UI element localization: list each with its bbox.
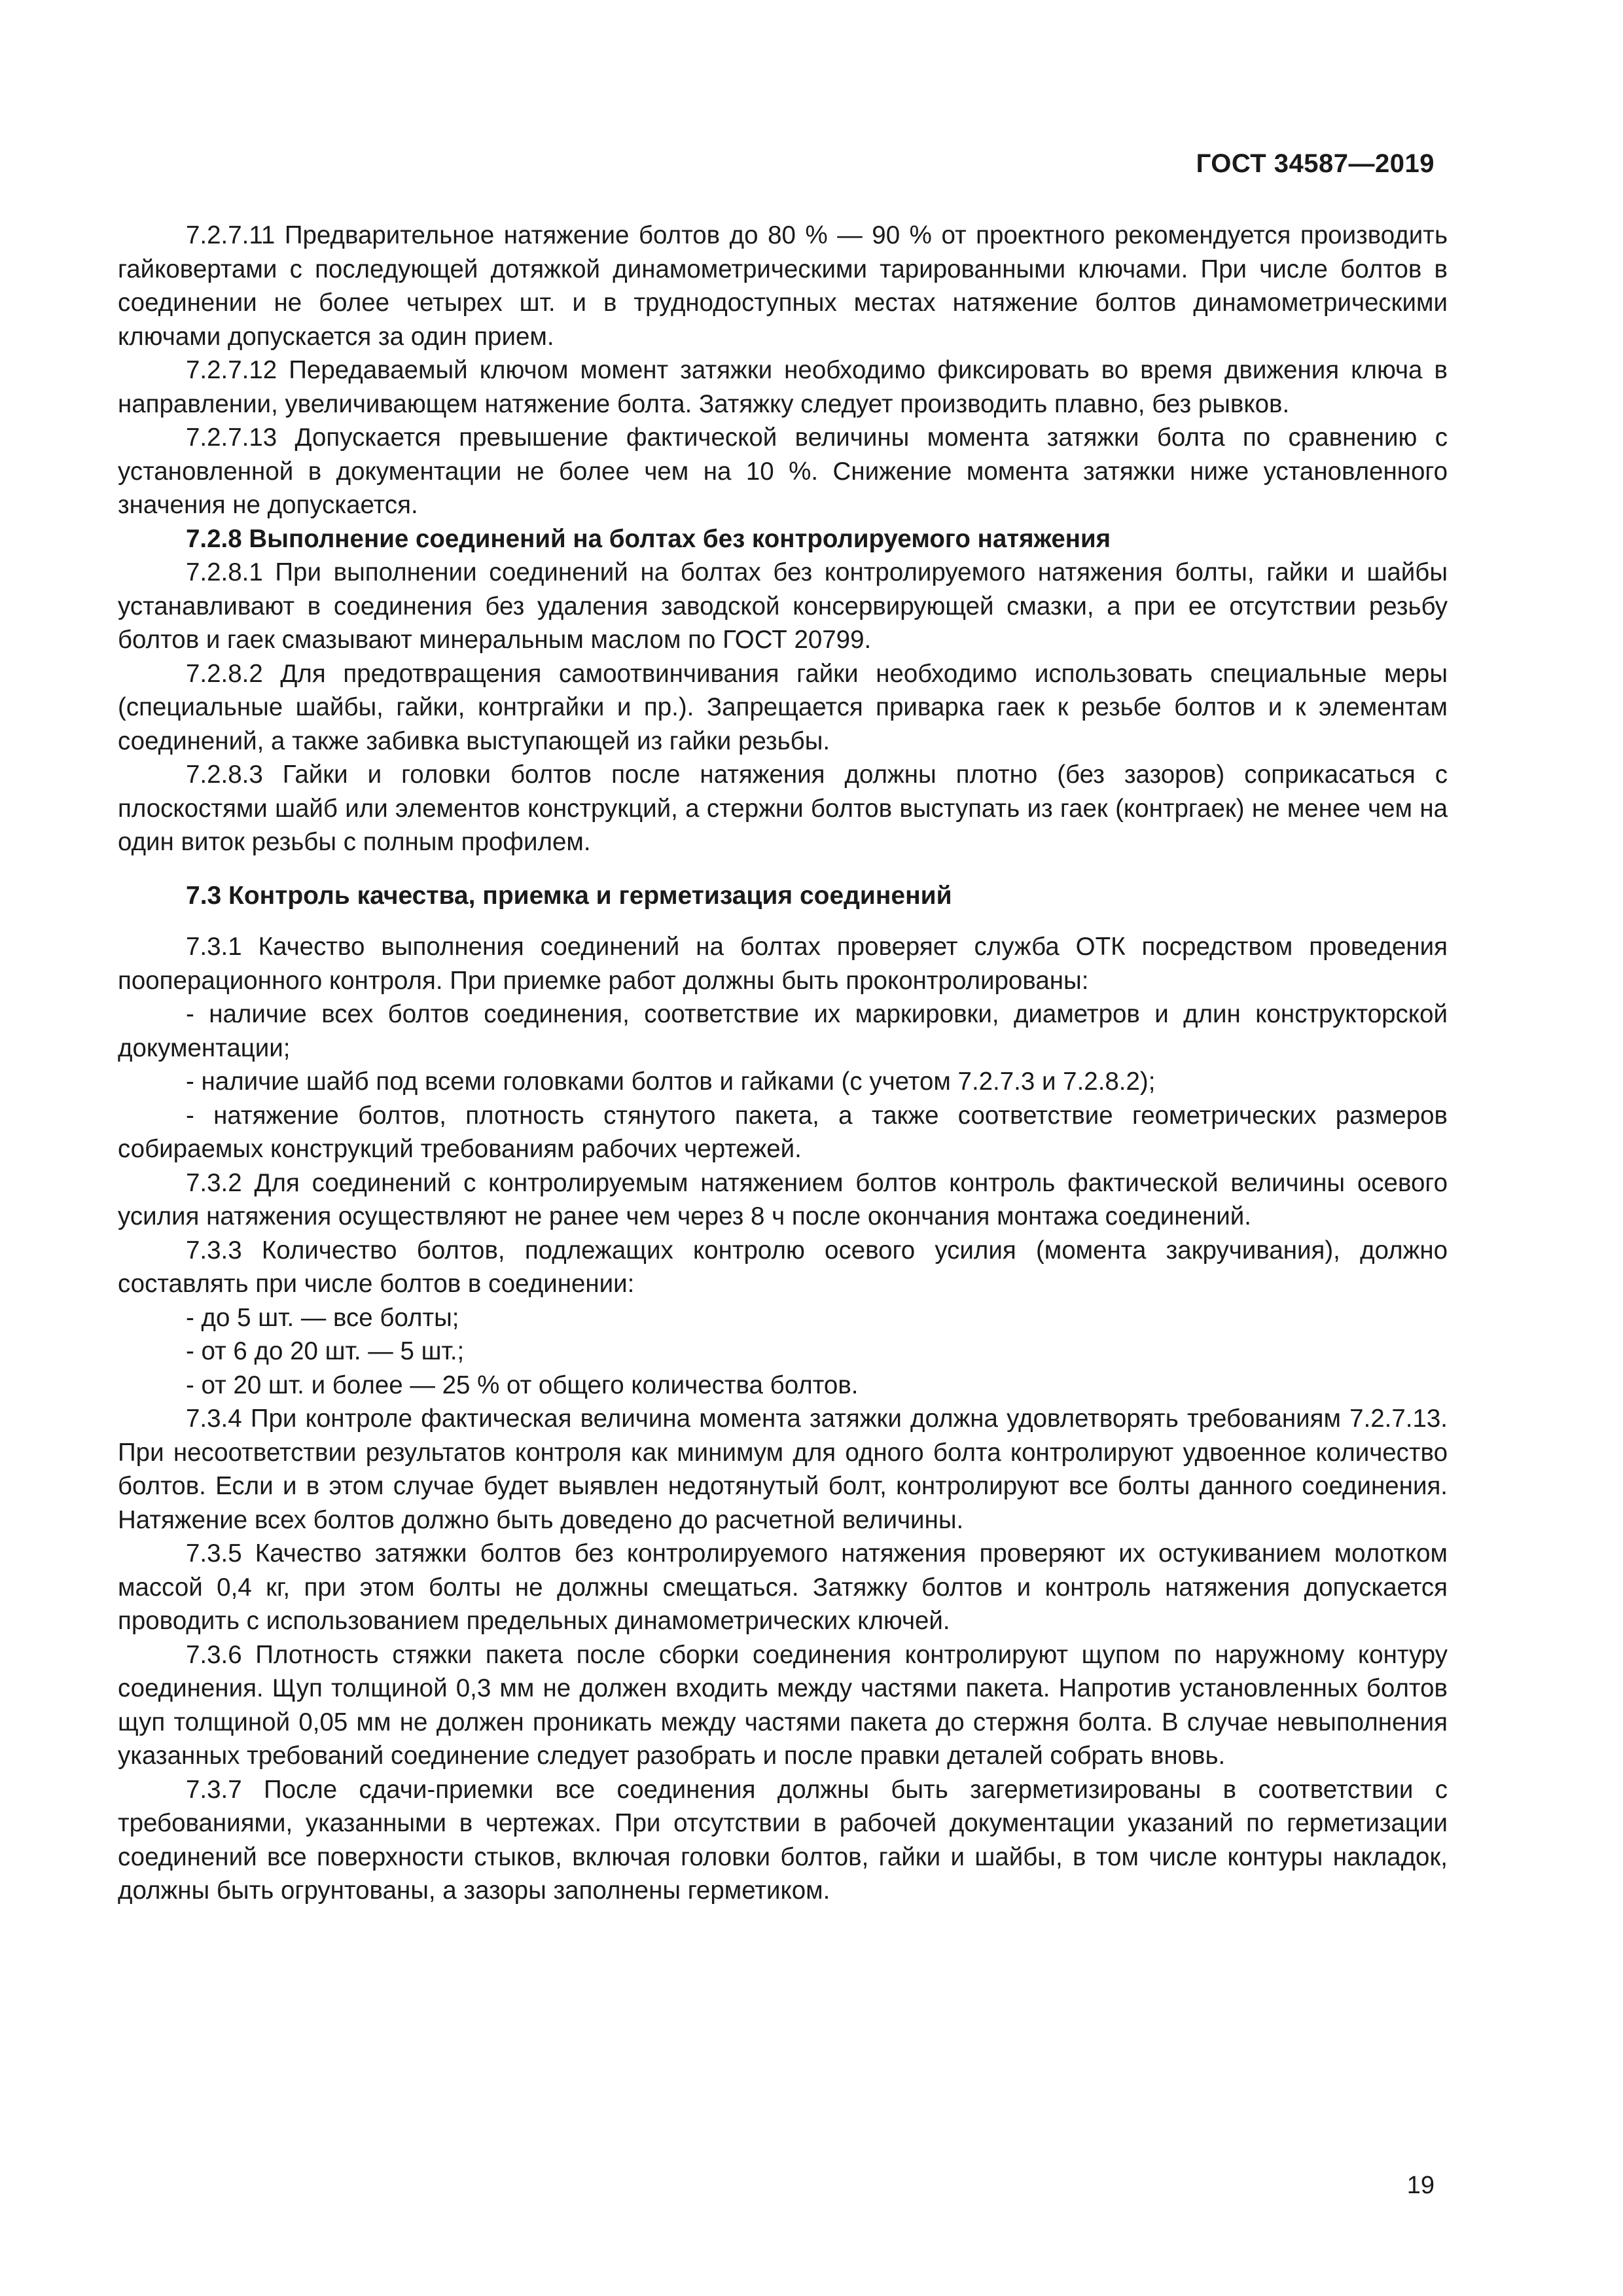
- list-item: - от 20 шт. и более — 25 % от общего количества болтов.: [186, 1371, 859, 1399]
- list-item: - наличие шайб под всеми головками болтов и гайками (с учетом 7.2.7.3 и 7.2.8.2);: [186, 1067, 1156, 1096]
- list-item: - наличие всех болтов соединения, соответствие их маркировки, диаметров и длин конструкторской документации;: [118, 1000, 1448, 1062]
- paragraph-7-3-4: 7.3.4 При контроле фактическая величина момента затяжки должна удовлетворять требованиям 7.2.7.13. При несоответствии результатов контроля как минимум для одного болта контролируют удвоенное количество болтов. Если и в этом случае будет выявлен недотянутый болт, контролируют все болты данного соединения. Натяжение всех болтов должно быть доведено до расчетной величины.: [118, 1405, 1448, 1534]
- page-number: 19: [1406, 2172, 1435, 2199]
- paragraph-7-2-7-12: 7.2.7.12 Передаваемый ключом момент затяжки необходимо фиксировать во время движения ключа в направлении, увеличивающем натяжение болта. Затяжку следует производить плавно, без рывков.: [118, 356, 1448, 418]
- paragraph-7-3-5: 7.3.5 Качество затяжки болтов без контролируемого натяжения проверяют их остукиванием молотком массой 0,4 кг, при этом болты не должны смещаться. Затяжку болтов и контроль натяжения допускается проводить с использованием предельных динамометрических ключей.: [118, 1539, 1448, 1635]
- paragraph-7-2-7-13: 7.2.7.13 Допускается превышение фактической величины момента затяжки болта по сравнению с установленной в документации не более чем на 10 %. Снижение момента затяжки ниже установленного значения не допускается.: [118, 423, 1448, 519]
- section-heading-7-3: 7.3 Контроль качества, приемка и герметизация соединений: [186, 881, 952, 910]
- paragraph-7-3-3: 7.3.3 Количество болтов, подлежащих контролю осевого усилия (момента закручивания), должно составлять при числе болтов в соединении:: [118, 1236, 1448, 1298]
- subsection-heading-7-2-8: 7.2.8 Выполнение соединений на болтах без контролируемого натяжения: [186, 524, 1111, 553]
- paragraph-7-2-7-11: 7.2.7.11 Предварительное натяжение болтов до 80 % — 90 % от проектного рекомендуется производить гайковертами с последующей дотяжкой динамометрическими тарированными ключами. При числе болтов в соединении не более четырех шт. и в труднодоступных местах натяжение болтов динамометрическими ключами допускается за один прием.: [118, 221, 1448, 351]
- list-item: - от 6 до 20 шт. — 5 шт.;: [186, 1337, 465, 1365]
- paragraph-7-2-8-2: 7.2.8.2 Для предотвращения самоотвинчивания гайки необходимо использовать специальные меры (специальные шайбы, гайки, контргайки и пр.). Запрещается приварка гаек к резьбе болтов и к элементам соединений, а также забивка выступающей из гайки резьбы.: [118, 659, 1448, 755]
- paragraph-7-2-8-1: 7.2.8.1 При выполнении соединений на болтах без контролируемого натяжения болты, гайки и шайбы устанавливают в соединения без удаления заводской консервирующей смазки, а при ее отсутствии резьбу болтов и гаек смазывают минеральным маслом по ГОСТ 20799.: [118, 558, 1448, 654]
- paragraph-7-3-1: 7.3.1 Качество выполнения соединений на болтах проверяет служба ОТК посредством проведения пооперационного контроля. При приемке работ должны быть проконтролированы:: [118, 933, 1448, 995]
- paragraph-7-2-8-3: 7.2.8.3 Гайки и головки болтов после натяжения должны плотно (без зазоров) соприкасаться с плоскостями шайб или элементов конструкций, а стержни болтов выступать из гаек (контргаек) не менее чем на один виток резьбы с полным профилем.: [118, 761, 1448, 856]
- document-body: [118, 219, 1448, 1908]
- paragraph-7-3-6: 7.3.6 Плотность стяжки пакета после сборки соединения контролируют щупом по наружному контуру соединения. Щуп толщиной 0,3 мм не должен входить между частями пакета. Напротив установленных болтов щуп толщиной 0,05 мм не должен проникать между частями пакета до стержня болта. В случае невыполнения указанных требований соединение следует разобрать и после правки деталей собрать вновь.: [118, 1640, 1448, 1770]
- list-item: - до 5 шт. — все болты;: [186, 1303, 459, 1332]
- paragraph-7-3-2: 7.3.2 Для соединений с контролируемым натяжением болтов контроль фактической величины осевого усилия натяжения осуществляют не ранее чем через 8 ч после окончания монтажа соединений.: [118, 1168, 1448, 1230]
- list-item: - натяжение болтов, плотность стянутого пакета, а также соответствие геометрических размеров собираемых конструкций требованиям рабочих чертежей.: [118, 1101, 1448, 1163]
- paragraph-7-3-7: 7.3.7 После сдачи-приемки все соединения должны быть загерметизированы в соответствии с требованиями, указанными в чертежах. При отсутствии в рабочей документации указаний по герметизации соединений все поверхности стыков, включая головки болтов, гайки и шайбы, в том числе контуры накладок, должны быть огрунтованы, а зазоры заполнены герметиком.: [118, 1775, 1448, 1905]
- document-standard-header: ГОСТ 34587—2019: [1196, 149, 1435, 178]
